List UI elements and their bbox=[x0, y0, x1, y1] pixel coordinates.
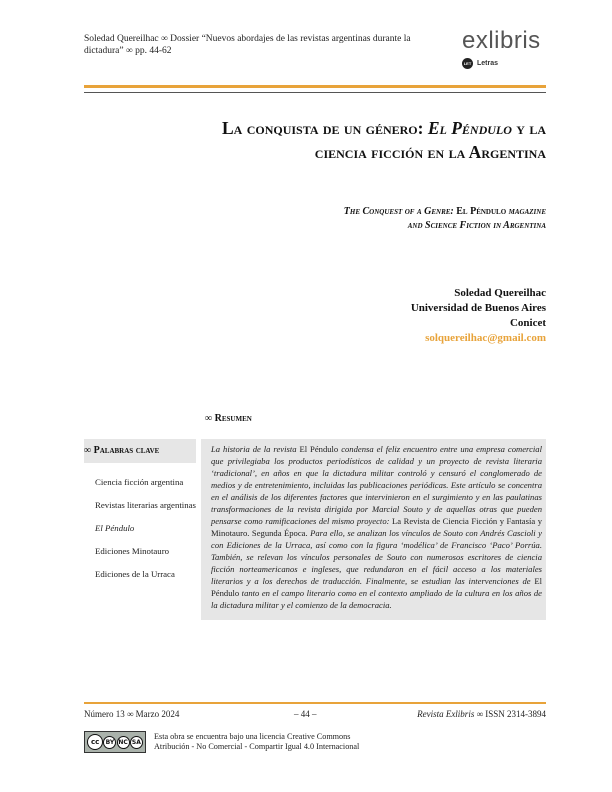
en-title-part-1: The Conquest of a Genre: bbox=[343, 206, 457, 217]
footer-journal-name: Revista Exlibris bbox=[417, 709, 475, 719]
abstract-text: condensa el feliz encuentro entre una empresa comercial que privilegiaba los productos periodísticos de calidad y un proyecto de revista literaria ‘tradicional’, en años en que la dictadura militar controló y censuró el conglomerado de medios y de entretenimiento, incluidas las publicaciones periódicas. Este artículo se concentra en el análisis de los diferentes factores que intervinieron en el surgimiento y en las paulatinas transformaciones de la revista dirigida por Marcial Souto y de aquellas otras que pueden pensarse como ramificaciones del mismo proyecto: bbox=[211, 444, 542, 526]
header-accent-rule bbox=[84, 85, 546, 88]
abstract-magazine-name: La Revista de Ciencia Ficción y Fantasía y Minotauro. Segunda Época. bbox=[211, 516, 543, 538]
abstract-heading: ∞ Resumen bbox=[205, 413, 252, 424]
author-institution: Conicet bbox=[509, 317, 546, 329]
noncommercial-icon: NC bbox=[117, 736, 130, 749]
author-affiliation: Universidad de Buenos Aires bbox=[410, 302, 546, 314]
abstract-magazine-name: El Péndulo bbox=[299, 444, 339, 454]
keyword-item: Ciencia ficción argentina bbox=[95, 477, 184, 487]
keyword-item: Revistas literarias argentinas bbox=[95, 500, 196, 510]
keyword-item: El Péndulo bbox=[95, 523, 135, 533]
title-line-2: ciencia ficción en la Argentina bbox=[314, 142, 546, 162]
keywords-panel bbox=[84, 439, 196, 592]
footer-journal bbox=[417, 709, 546, 719]
author-block bbox=[300, 286, 546, 346]
en-title-part-2: magazine bbox=[506, 206, 546, 217]
license-text bbox=[154, 732, 359, 753]
footer-issn: ∞ ISSN 2314-3894 bbox=[474, 709, 546, 719]
keyword-item: Ediciones de la Urraca bbox=[95, 569, 175, 579]
footer-accent-rule bbox=[84, 702, 546, 704]
footer-issue: Número 13 ∞ Marzo 2024 bbox=[84, 709, 180, 719]
abstract-body bbox=[201, 439, 546, 620]
logo-wordmark: exlibris bbox=[462, 27, 541, 54]
en-title-magazine-name: El Péndulo bbox=[456, 206, 507, 217]
page-footer bbox=[84, 709, 546, 719]
cc-icon: cc bbox=[87, 734, 103, 750]
keywords-heading: ∞ Palabras clave bbox=[84, 439, 196, 463]
abstract-magazine-name: El Péndulo bbox=[211, 576, 542, 598]
logo-section bbox=[462, 58, 552, 69]
article-english-title bbox=[200, 205, 546, 233]
title-part-2: y la bbox=[511, 118, 546, 138]
license-line-1: Esta obra se encuentra bajo una licencia Creative Commons bbox=[154, 731, 351, 741]
abstract-text: Para ello, se analizan los vínculos de Souto con Andrés Cascioli y con Ediciones de la Urraca, así como con la figura ‘modélica’ de Francisco ‘Paco’ Porrúa. También, se relevan los vínculos personales de Souto con numerosos escritores de ciencia ficción norteamericanos e ingleses, que redundaron en el fácil acceso a los materiales literarios y a los derechos de traducción. Finalmente, se estudian las intervenciones de bbox=[211, 528, 542, 586]
running-header: Soledad Quereilhac ∞ Dossier “Nuevos abordajes de las revistas argentinas durante la dictadura” ∞ pp. 44-62 bbox=[84, 34, 411, 56]
license-line-2: Atribución - No Comercial - Compartir Igual 4.0 Internacional bbox=[154, 742, 360, 751]
author-name: Soledad Quereilhac bbox=[454, 287, 546, 299]
keywords-list bbox=[84, 477, 196, 580]
keyword-item: Ediciones Minotauro bbox=[95, 546, 170, 556]
cc-license-badge-icon[interactable] bbox=[84, 731, 146, 753]
letras-badge-icon: LET bbox=[462, 58, 473, 69]
header-thin-rule bbox=[84, 92, 546, 93]
title-magazine-name: El Péndulo bbox=[427, 118, 512, 138]
article-title bbox=[84, 116, 546, 164]
en-title-line-2: and Science Fiction in Argentina bbox=[407, 220, 546, 231]
page-number: – 44 – bbox=[294, 709, 317, 719]
journal-logo bbox=[462, 28, 552, 69]
sharealike-icon: SA bbox=[130, 736, 143, 749]
abstract-text: tanto en el campo literario como en el contexto ampliado de la cultura en los años de la dictadura militar y el comienzo de la democracia. bbox=[211, 588, 542, 610]
title-part-1: La conquista de un género: bbox=[221, 118, 428, 138]
attribution-icon: BY bbox=[103, 736, 116, 749]
logo-section-label: Letras bbox=[477, 60, 499, 67]
author-email-link[interactable]: solquereilhac@gmail.com bbox=[425, 332, 546, 344]
abstract-text: La historia de la revista bbox=[211, 444, 300, 454]
license-block bbox=[84, 731, 359, 753]
